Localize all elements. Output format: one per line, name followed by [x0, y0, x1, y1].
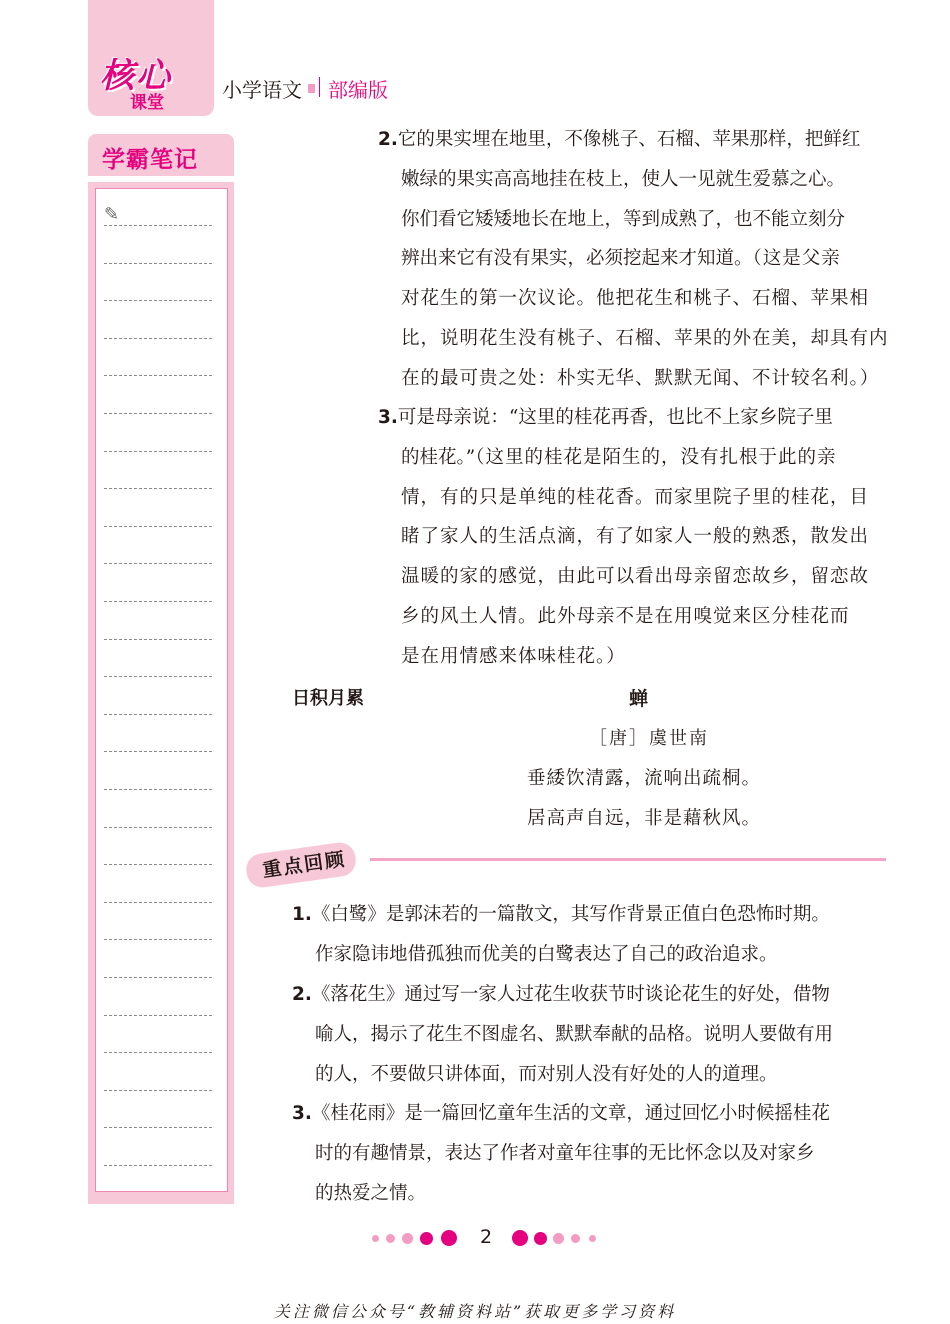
note-line — [104, 639, 212, 640]
item-number: 3. — [292, 1103, 312, 1124]
poem-line: 垂緌饮清露，流响出疏桐。 — [527, 768, 762, 789]
passage-item-2 — [378, 120, 860, 160]
subject-marker — [308, 84, 315, 93]
note-line — [104, 1165, 212, 1166]
note-line — [104, 902, 212, 903]
text-line: 作家隐讳地借孤独而优美的白鹭表达了自己的政治追求。 — [315, 944, 778, 965]
page-dot — [589, 1235, 596, 1242]
note-line — [104, 1127, 212, 1128]
page-dot — [571, 1234, 580, 1243]
note-line — [104, 827, 212, 828]
passage-item-2-body — [401, 160, 889, 398]
annotation-line: 情，有的只是单纯的桂花香。而家里院子里的桂花，目 — [401, 486, 870, 508]
note-line — [104, 676, 212, 677]
text-line: 喻人，揭示了花生不图虚名、默默奉献的品格。说明人要做有用 — [315, 1024, 834, 1045]
review-item-2 — [292, 975, 830, 1015]
page-dot — [420, 1232, 433, 1245]
annotation-line: 在的最可贵之处：朴实无华、默默无闻、不计较名利。） — [401, 367, 880, 389]
annotation-line: 是在用情感来体味桂花。） — [401, 645, 626, 667]
annotation-text: （这里的桂花是陌生的，没有扎根于此的亲 — [475, 447, 837, 468]
poem-author: ［唐］虞世南 — [589, 728, 709, 749]
annotation-text: （这是父亲 — [752, 248, 841, 270]
text-line: 你们看它矮矮地长在地上，等到成熟了，也不能立刻分 — [401, 208, 846, 230]
text-line: 时的有趣情景，表达了作者对童年往事的无比怀念以及对家乡 — [315, 1143, 815, 1164]
page-dot — [402, 1233, 413, 1244]
logo-main: 核心 — [100, 56, 172, 96]
text-line: 辨出来它有没有果实，必须挖起来才知道。 — [401, 248, 753, 270]
text-line: 可是母亲说：“这里的桂花再香，也比不上家乡院子里 — [397, 407, 833, 428]
logo-sub: 课堂 — [130, 93, 164, 113]
note-line — [104, 939, 212, 940]
subject-label: 小学语文 — [222, 78, 302, 102]
note-line — [104, 864, 212, 865]
text-line: 的桂花。” — [401, 447, 476, 468]
item-number: 2. — [292, 984, 312, 1005]
passage-item-3 — [378, 398, 833, 438]
page-dot — [386, 1234, 395, 1243]
poem-title: 蝉 — [629, 688, 649, 710]
review-item-3 — [292, 1094, 830, 1134]
note-line — [104, 300, 212, 301]
annotation-line: 乡的风土人情。此外母亲不是在用嗅觉来区分桂花而 — [401, 605, 850, 627]
annotation-line: 温暖的家的感觉，由此可以看出母亲留恋故乡，留恋故 — [401, 566, 870, 588]
note-line — [104, 413, 212, 414]
note-line — [104, 263, 212, 264]
note-line — [104, 338, 212, 339]
note-line — [104, 1090, 212, 1091]
annotation-line: 对花生的第一次议论。他把花生和桃子、石榴、苹果相 — [401, 288, 870, 310]
review-item-2-body — [315, 1015, 833, 1094]
note-line — [104, 601, 212, 602]
edition-label: 部编版 — [328, 78, 388, 102]
review-title: 重点回顾 — [261, 848, 348, 882]
note-line — [104, 1015, 212, 1016]
note-line — [104, 526, 212, 527]
page-dot — [512, 1230, 528, 1246]
review-item-1-body — [315, 935, 778, 975]
text-line: 的热爱之情。 — [315, 1182, 427, 1204]
note-line — [104, 714, 212, 715]
passage-item-3-body — [401, 438, 869, 676]
poem-line: 居高声自远，非是藉秋风。 — [527, 808, 762, 829]
pencil-icon: ✎ — [104, 204, 120, 225]
note-line — [104, 789, 212, 790]
text-line: 《白鹭》是郭沫若的一篇散文，其写作背景正值白色恐怖时期。 — [311, 904, 830, 925]
text-line: 它的果实埋在地里，不像桃子、石榴、苹果那样，把鲜红 — [397, 129, 861, 150]
item-number: 1. — [292, 904, 312, 925]
item-number: 3. — [378, 407, 398, 428]
page-dot — [534, 1232, 547, 1245]
page-number: 2 — [480, 1226, 493, 1248]
notes-title: 学霸笔记 — [102, 147, 198, 173]
text-line: 嫩绿的果实高高地挂在枝上，使人一见就生爱慕之心。 — [401, 169, 846, 190]
page-dot — [553, 1233, 564, 1244]
note-line — [104, 751, 212, 752]
poem-section-label: 日积月累 — [292, 688, 364, 709]
subject-separator — [319, 77, 320, 97]
note-line — [104, 977, 212, 978]
note-line — [104, 375, 212, 376]
annotation-line: 比，说明花生没有桃子、石榴、苹果的外在美，却具有内 — [401, 327, 889, 349]
item-number: 2. — [378, 129, 398, 150]
note-line — [104, 451, 212, 452]
note-line — [104, 563, 212, 564]
review-item-1 — [292, 895, 830, 935]
annotation-line: 睹了家人的生活点滴，有了如家人一般的熟悉，散发出 — [401, 526, 870, 548]
note-line — [104, 1052, 212, 1053]
page-dot — [372, 1235, 379, 1242]
text-line: 的人，不要做只讲体面，而对别人没有好处的人的道理。 — [315, 1063, 778, 1085]
review-divider — [370, 858, 886, 861]
text-line: 《桂花雨》是一篇回忆童年生活的文章，通过回忆小时候摇桂花 — [311, 1103, 830, 1124]
note-line — [104, 225, 212, 226]
text-line: 《落花生》通过写一家人过花生收获节时谈论花生的好处，借物 — [311, 984, 830, 1005]
note-line — [104, 488, 212, 489]
footer-note: 关注微信公众号“教辅资料站”获取更多学习资料 — [273, 1302, 677, 1321]
page-dot — [441, 1230, 457, 1246]
review-item-3-body — [315, 1134, 815, 1213]
